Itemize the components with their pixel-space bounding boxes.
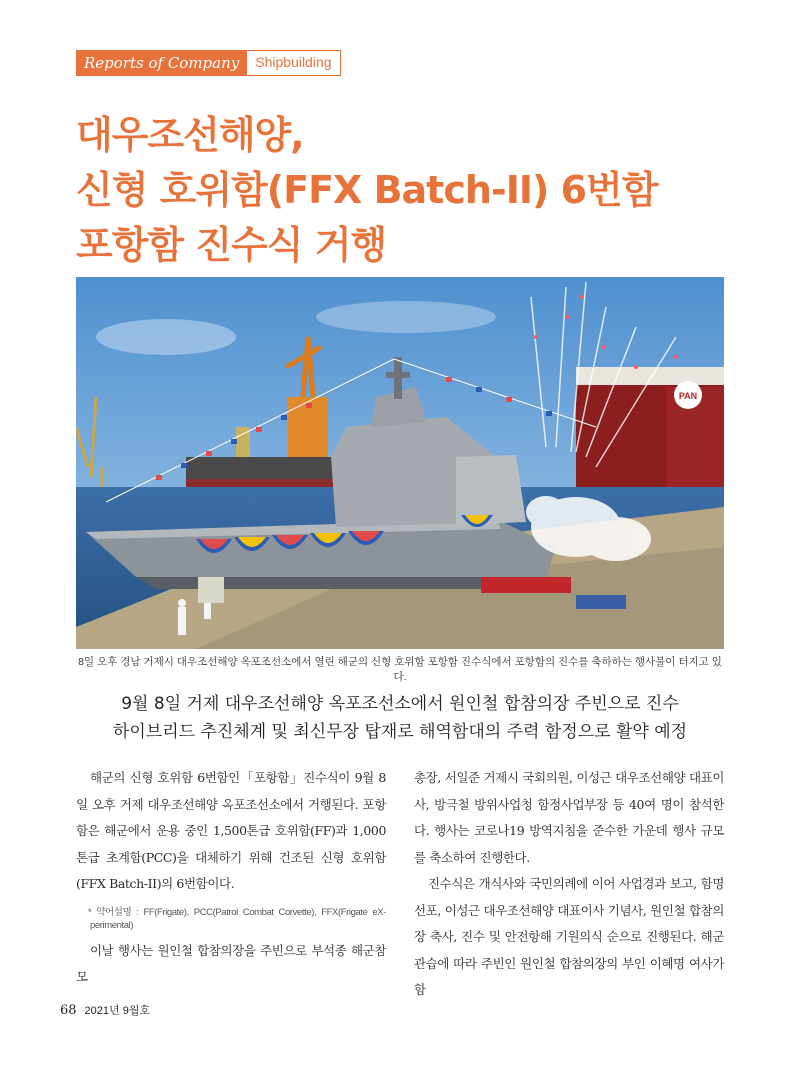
title-line-2: 신형 호위함(FFX Batch-II) 6번함: [76, 168, 658, 212]
section-tag-label: Reports of Company: [76, 50, 247, 76]
body-column-right: [414, 765, 724, 1004]
subtitle-line-2: 하이브리드 추진체계 및 최신무장 탑재로 해역함대의 주력 함정으로 활약 예정: [112, 722, 688, 742]
title-line-3: 포항함 진수식 거행: [76, 223, 387, 267]
body-paragraph: 이날 행사는 원인철 합참의장을 주빈으로 부석종 해군참모: [76, 942, 386, 984]
abbreviation-footnote: * 약어설명 : FF(Frigate), PCC(Patrol Combat Corvette), FFX(Frigate eX-perimental): [88, 906, 386, 931]
article-title: [76, 108, 756, 273]
ship-pan-label: PAN: [678, 391, 698, 401]
body-paragraph: 진수식은 개식사와 국민의례에 이어 사업경과 보고, 함명선포, 이성근 대우조선해양 대표이사 기념사, 원인철 합참의장 축사, 진수 및 안전항해 기원의식 순으로 진행된다. 해군 관습에 따라 주빈인 원인철 합참의장의 부인 이혜명 여사가 함: [414, 876, 724, 997]
page-footer: [60, 1002, 150, 1018]
body-column-left: [76, 765, 386, 991]
page-number: 68: [60, 1003, 77, 1018]
body-paragraph: 해군의 신형 호위함 6번함인「포항함」진수식이 9월 8일 오후 거제 대우조선해양 옥포조선소에서 거행된다. 포항함은 해군에서 운용 중인 1,500톤급 호위함(FF)과 1,000톤급 초계함(PCC)을 대체하기 위해 건조된 신형 호위함(FFX Batch-II)의 6번함이다.: [76, 770, 386, 891]
title-line-1: 대우조선해양,: [76, 113, 304, 157]
category-tag-label: Shipbuilding: [247, 50, 340, 76]
issue-label: 2021년 9월호: [84, 1005, 151, 1017]
body-paragraph: 총장, 서일준 거제시 국회의원, 이성근 대우조선해양 대표이사, 방극철 방위사업청 함정사업부장 등 40여 명이 참석한다. 행사는 코로나19 방역지침을 준수한 가운데 행사 규모를 축소하여 진행한다.: [414, 770, 724, 865]
article-subtitle: [76, 690, 724, 746]
photo-caption: 8일 오후 경남 거제시 대우조선해양 옥포조선소에서 열린 해군의 신형 호위함 포항함 진수식에서 포항함의 진수를 축하하는 행사불이 터지고 있다.: [78, 656, 722, 683]
subtitle-line-1: 9월 8일 거제 대우조선해양 옥포조선소에서 원인철 합참의장 주빈으로 진수: [121, 694, 679, 714]
section-tag: [76, 50, 341, 76]
ship-launch-photo: [76, 277, 724, 649]
